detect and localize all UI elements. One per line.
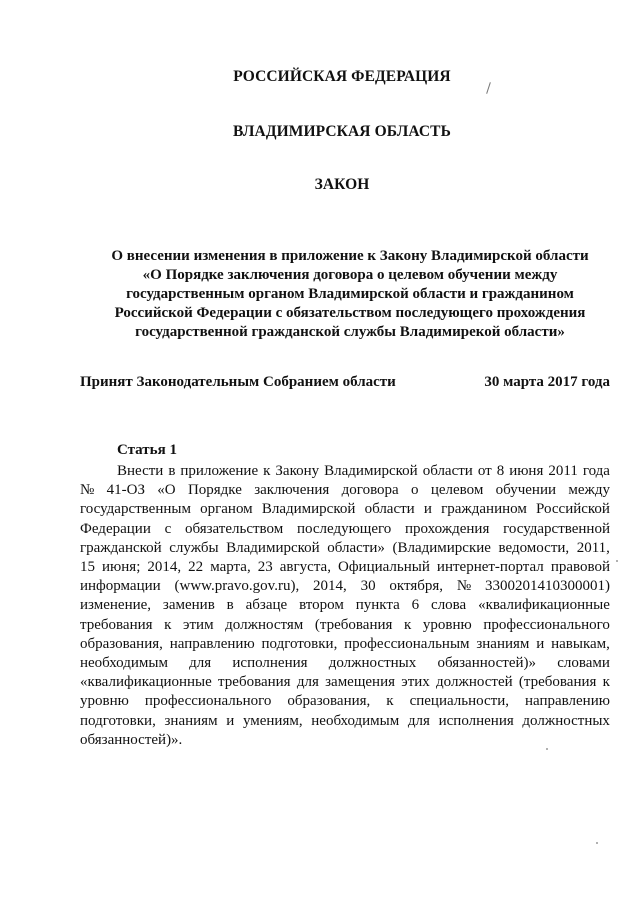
article-word: марта, xyxy=(210,559,251,576)
article-word: (www.pravo.gov.ru), xyxy=(174,578,300,595)
article-word: подготовки, xyxy=(80,712,156,729)
article-word: «О xyxy=(157,482,176,499)
article-word: 15 xyxy=(80,559,95,576)
article-text-line xyxy=(80,481,610,500)
article-word: 22 xyxy=(188,559,204,576)
article-text-line xyxy=(80,558,610,577)
law-title xyxy=(70,247,630,342)
article-word: втором xyxy=(299,597,344,614)
article-word: заменив xyxy=(162,597,215,614)
article-word: информации xyxy=(80,578,161,595)
article-word: профессионального xyxy=(144,693,272,710)
article-text-line xyxy=(80,654,610,673)
article-word: 2011 xyxy=(548,463,578,479)
scan-speck xyxy=(596,842,598,844)
scan-speck xyxy=(616,560,618,562)
article-word: 23 xyxy=(257,559,273,576)
article-word: с xyxy=(164,520,172,537)
article-word: необходимым xyxy=(311,712,400,729)
article-text-line xyxy=(80,596,610,615)
article-text-line xyxy=(80,616,610,635)
article-word: требования xyxy=(218,674,291,691)
article-word: 41-ОЗ xyxy=(106,482,145,499)
article-word: интернет-портал xyxy=(436,559,544,576)
article-word: 3300201410300001) xyxy=(484,578,610,595)
article-word: 2011, xyxy=(576,539,610,556)
article-word: требования xyxy=(80,616,153,633)
article-word: государственным xyxy=(80,501,191,518)
article-word: профессионального xyxy=(483,616,610,633)
article-word: № xyxy=(80,482,95,499)
law-title-line: государственным органом Владимирской области и гражданином xyxy=(126,286,574,302)
law-title-line: «О Порядке заключения договора о целевом обучении между xyxy=(142,267,558,283)
article-word: июня; xyxy=(102,559,141,576)
article-word: уровню xyxy=(422,616,472,633)
article-word: слова xyxy=(431,597,467,614)
article-word: изменение, xyxy=(80,597,152,614)
law-title-line: государственной гражданской службы Владимирекой области» xyxy=(135,324,565,340)
article-word: для xyxy=(296,674,319,691)
article-word: последующего xyxy=(296,520,392,537)
article-word: в xyxy=(226,597,234,614)
article-word: приложение xyxy=(180,463,259,479)
article-word: Официальный xyxy=(338,559,430,576)
article-word: для xyxy=(407,712,430,729)
article-word: и xyxy=(536,635,545,652)
article-word: заключения xyxy=(254,482,330,499)
article-word: умениям, xyxy=(242,712,303,729)
article-word: к xyxy=(602,674,610,691)
article-word: № xyxy=(456,578,472,595)
article-word: между xyxy=(568,482,610,499)
article-word: должностей xyxy=(436,674,513,691)
article-word: 30 xyxy=(360,578,376,595)
article-word: и xyxy=(423,501,432,518)
article-word: необходимым xyxy=(80,655,168,672)
article-word: области xyxy=(364,501,415,518)
article-text-line xyxy=(80,577,610,596)
article-word: «квалификационные xyxy=(478,597,610,614)
article-text-line xyxy=(80,692,610,711)
article-word: подготовки, xyxy=(261,635,338,652)
article-word: гражданином xyxy=(441,501,527,518)
article-word: Владимирской xyxy=(324,463,418,479)
article-text-line xyxy=(80,673,610,692)
article-word: от xyxy=(477,463,492,479)
article-word: государственной xyxy=(503,520,610,537)
article-word: области» xyxy=(327,539,385,556)
article-word: должностных xyxy=(328,655,417,672)
adoption-info xyxy=(80,374,610,391)
article-word: знаниям xyxy=(164,712,218,729)
article-word: к xyxy=(164,616,172,633)
article-word: этим xyxy=(183,616,214,633)
adoption-date: 30 марта 2017 года xyxy=(484,374,610,390)
article-text-line xyxy=(80,520,610,539)
article-word: (Владимирские xyxy=(392,539,491,556)
article-word: к xyxy=(404,616,412,633)
law-title-line: О внесении изменения в приложение к Закону Владимирской области xyxy=(111,248,589,264)
article-word: знаниям xyxy=(476,635,530,652)
article-word: к xyxy=(263,463,271,479)
article-word: о xyxy=(411,482,419,499)
document-type-heading: ЗАКОН xyxy=(314,176,370,193)
article-word: замещения xyxy=(325,674,396,691)
article-word: в xyxy=(168,463,176,479)
article-word: службы xyxy=(169,539,219,556)
article-heading: Статья 1 xyxy=(117,442,177,458)
article-word: 8 xyxy=(496,463,505,479)
article-word: Порядке xyxy=(187,482,242,499)
article-word: Внести xyxy=(117,463,164,479)
scan-speck xyxy=(546,748,548,750)
article-word: года xyxy=(582,463,610,479)
article-word: области xyxy=(422,463,473,479)
article-word: 2014, xyxy=(147,559,182,576)
article-word: Российской xyxy=(536,501,610,518)
article-word: обязанностей)» xyxy=(437,655,537,672)
article-word: словами xyxy=(557,655,610,672)
article-word: уровню xyxy=(80,693,129,710)
article-word: направлению xyxy=(169,635,255,652)
article-word: Владимирской xyxy=(226,539,320,556)
article-word: обязанностей)». xyxy=(80,731,183,748)
article-word: профессиональным xyxy=(344,635,470,652)
article-word: Владимирской xyxy=(261,501,356,518)
article-text-line xyxy=(80,539,610,558)
region-heading: ВЛАДИМИРСКАЯ ОБЛАСТЬ xyxy=(233,123,451,140)
article-word: образования, xyxy=(80,635,163,652)
article-word: (требования xyxy=(518,674,597,691)
article-word: должностных xyxy=(522,712,610,729)
article-word: договора xyxy=(341,482,399,499)
article-word: органом xyxy=(200,501,253,518)
article-word: образования, xyxy=(287,693,371,710)
article-word: Федерации xyxy=(80,520,151,537)
article-word: октября, xyxy=(389,578,444,595)
article-word: для xyxy=(189,655,212,672)
article-word: этих xyxy=(401,674,430,691)
article-word: «квалификационные xyxy=(80,674,212,691)
article-word: пункта xyxy=(355,597,400,614)
article-word: июня xyxy=(509,463,544,479)
article-word: (требования xyxy=(314,616,393,633)
article-word: абзаце xyxy=(245,597,288,614)
article-word: навыкам, xyxy=(551,635,610,652)
article-word: должностям xyxy=(225,616,304,633)
article-word: исполнения xyxy=(232,655,308,672)
adopted-by: Принят Законодательным Собранием области xyxy=(80,374,396,390)
article-text-line xyxy=(80,635,610,654)
article-text-line xyxy=(80,731,610,750)
article-word: ведомости, xyxy=(498,539,570,556)
article-word: целевом xyxy=(430,482,484,499)
article-text-line xyxy=(80,712,610,731)
article-word: 6 xyxy=(411,597,420,614)
country-heading: РОССИЙСКАЯ ФЕДЕРАЦИЯ xyxy=(233,68,451,85)
article-body xyxy=(80,462,610,750)
article-word: августа, xyxy=(279,559,331,576)
law-title-line: Российской Федерации с обязательством последующего прохождения xyxy=(114,305,586,321)
article-word: гражданской xyxy=(80,539,162,556)
article-word: 2014, xyxy=(313,578,347,595)
article-word: Закону xyxy=(275,463,320,479)
article-word: специальности, xyxy=(409,693,509,710)
article-word: прохождения xyxy=(405,520,490,537)
article-word: обучении xyxy=(495,482,557,499)
article-word: правовой xyxy=(550,559,610,576)
article-text-line xyxy=(80,462,610,481)
article-word: обязательством xyxy=(184,520,284,537)
article-word: и xyxy=(226,712,235,729)
article-text-line xyxy=(80,500,610,519)
article-word: направлению xyxy=(524,693,610,710)
article-word: к xyxy=(386,693,394,710)
article-word: исполнения xyxy=(438,712,514,729)
